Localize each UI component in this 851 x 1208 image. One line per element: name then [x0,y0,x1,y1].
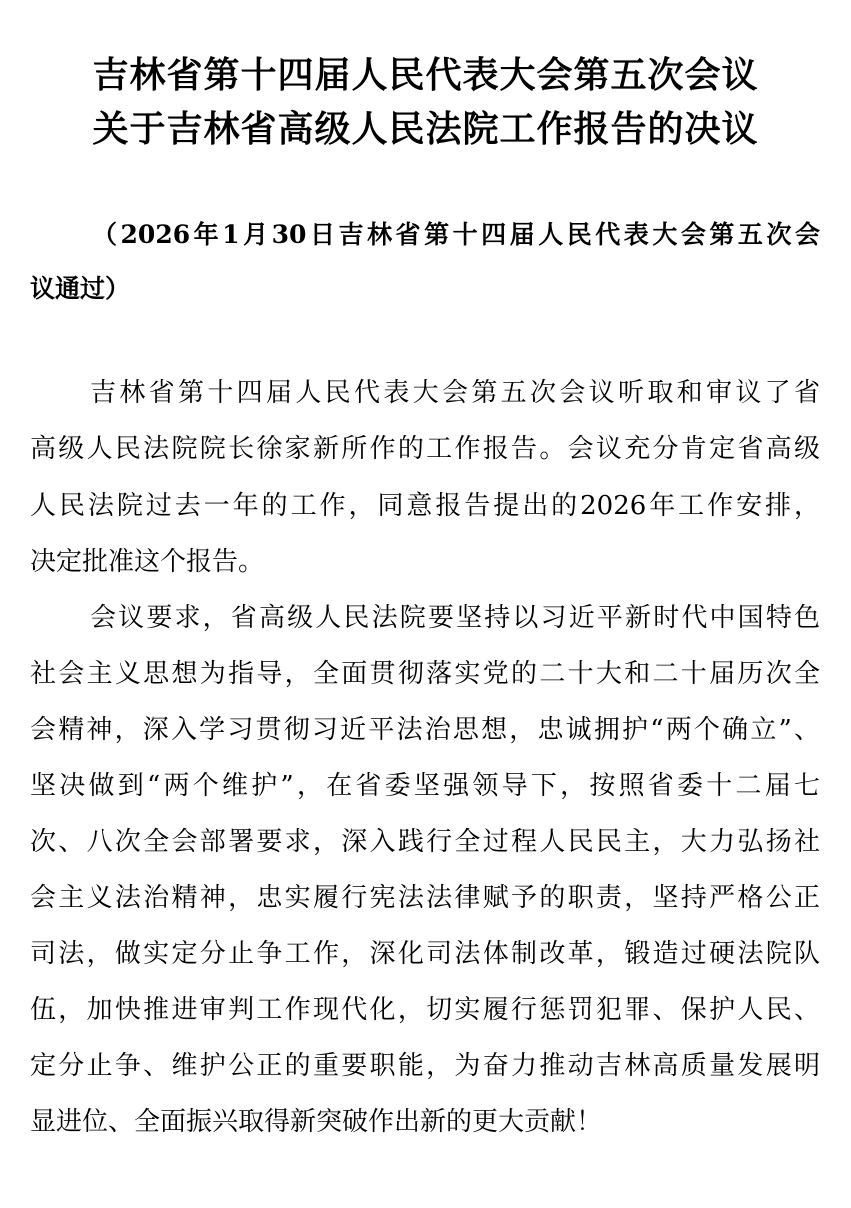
paragraph-1-line: 人民法院过去一年的工作，同意报告提出的2026年工作安排， [30,491,820,521]
paragraph-2-line: 会精神，深入学习贯彻习近平法治思想，忠诚拥护“两个确立”、 [30,715,820,745]
paragraph-2-line: 显进位、全面振兴取得新突破作出新的更大贡献！ [30,1107,603,1137]
paragraph-1-line: 高级人民法院院长徐家新所作的工作报告。会议充分肯定省高级 [30,434,820,464]
paragraph-2-line: 司法，做实定分止争工作，深化司法体制改革，锻造过硬法院队 [30,939,820,969]
paragraph-2-line: 坚决做到“两个维护”，在省委坚强领导下，按照省委十二届七 [30,771,820,801]
paragraph-1-line: 决定批准这个报告。 [30,547,265,577]
document-title-line-2: 关于吉林省高级人民法院工作报告的决议 [92,108,759,150]
subtitle-line-1: （2026年1月30日吉林省第十四届人民代表大会第五次会 [92,220,820,249]
paragraph-2-line: 定分止争、维护公正的重要职能，为奋力推动吉林高质量发展明 [30,1051,820,1081]
paragraph-2-line: 伍，加快推进审判工作现代化，切实履行惩罚犯罪、保护人民、 [30,995,820,1025]
paragraph-2-line: 会主义法治精神，忠实履行宪法法律赋予的职责，坚持严格公正 [30,883,820,913]
paragraph-2-line: 次、八次全会部署要求，深入践行全过程人民民主，大力弘扬社 [30,827,820,857]
subtitle-line-2: 议通过） [30,274,131,303]
paragraph-2-line: 社会主义思想为指导，全面贯彻落实党的二十大和二十届历次全 [30,659,820,689]
paragraph-2-line: 会议要求，省高级人民法院要坚持以习近平新时代中国特色 [90,603,820,633]
paragraph-1-line: 吉林省第十四届人民代表大会第五次会议听取和审议了省 [90,378,820,408]
document-title-line-1: 吉林省第十四届人民代表大会第五次会议 [92,54,759,96]
